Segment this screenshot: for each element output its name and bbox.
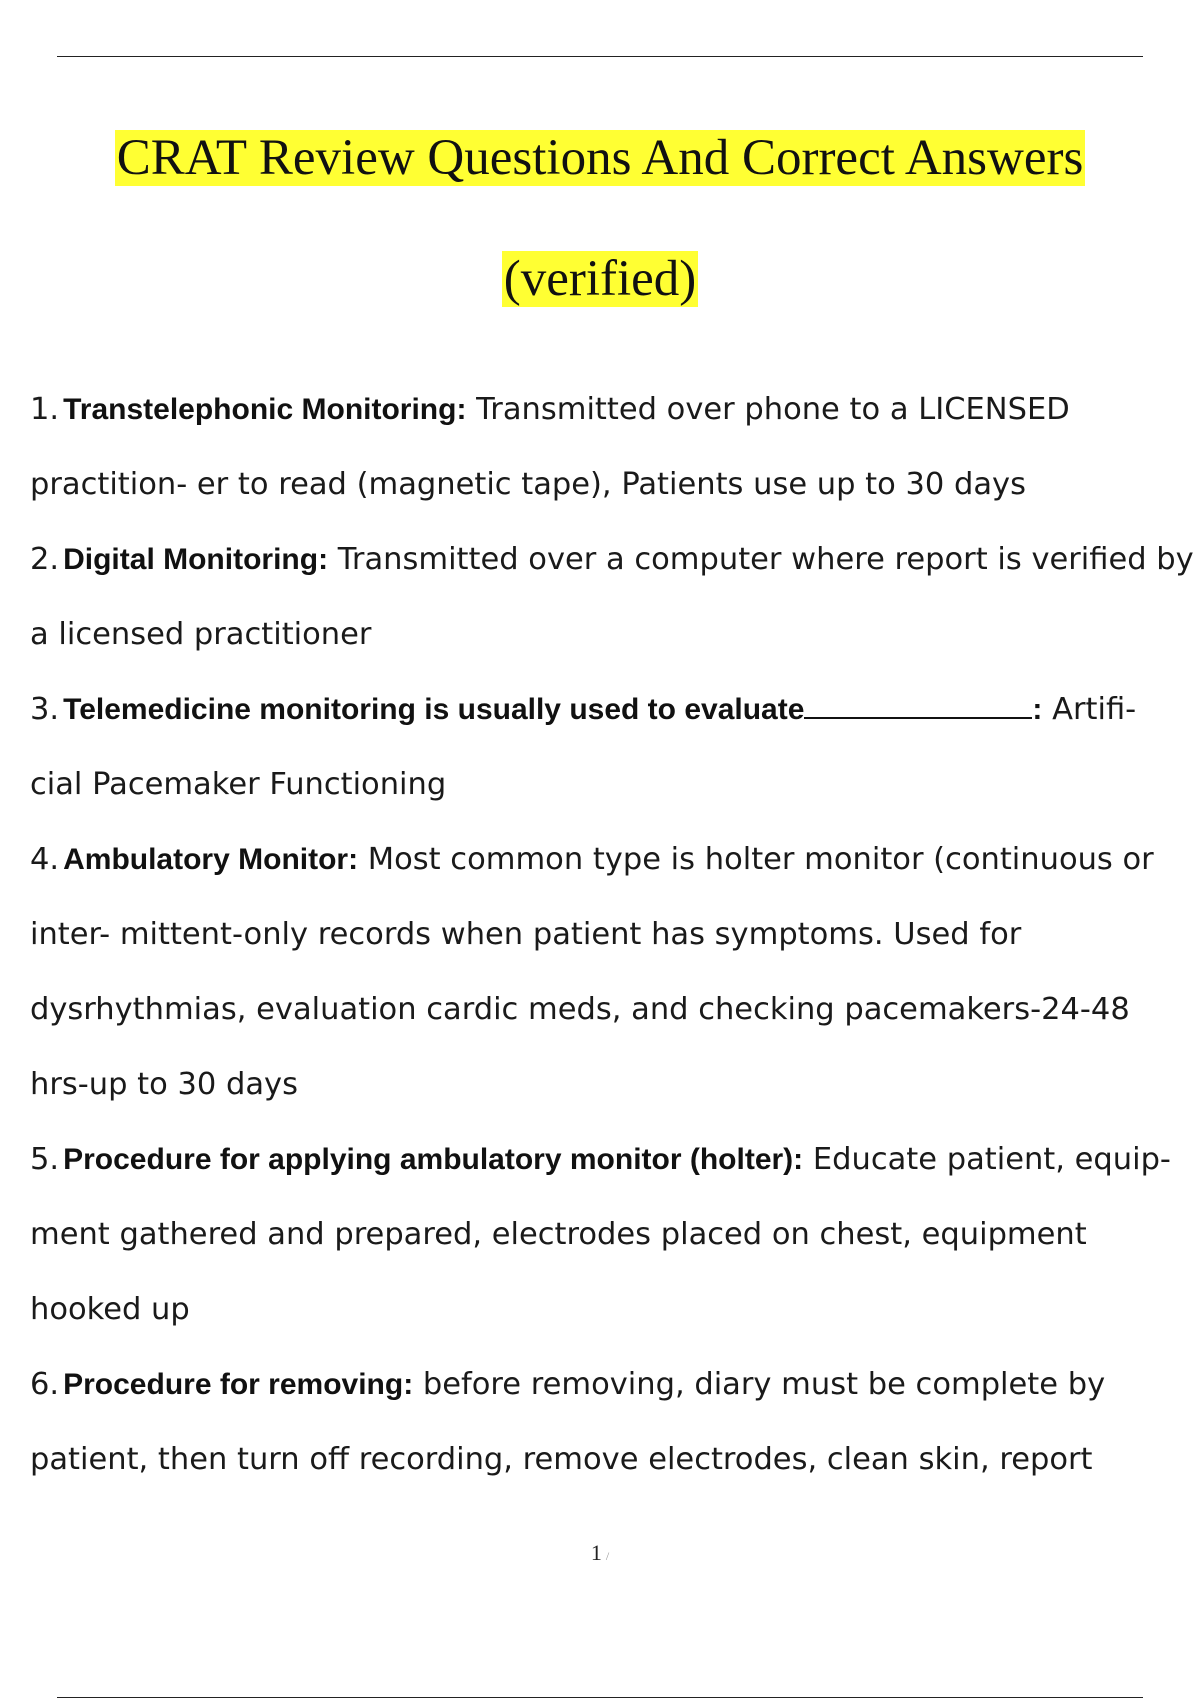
question-item-4 — [30, 822, 1195, 1122]
document-subtitle — [0, 249, 1200, 309]
question-number: 6. — [30, 1367, 60, 1402]
question-item-3 — [30, 672, 1195, 822]
question-item-2 — [30, 522, 1195, 672]
title-line-2: (verified) — [503, 251, 697, 307]
question-term: Ambulatory Monitor: — [63, 843, 359, 876]
title-line-1: CRAT Review Questions And Correct Answers — [116, 130, 1084, 186]
question-number: 4. — [30, 842, 60, 877]
question-number: 3. — [30, 692, 60, 727]
page-number-value: 1 — [590, 1540, 602, 1565]
question-answer: Most common type is holter monitor (continuous or inter- mittent-only records when patient has symptoms. Used for dysrhythmias, evaluation cardic meds, and checking pacemakers-24-48 hrs-up to 30 days — [30, 842, 1154, 1102]
question-term: Telemedicine monitoring is usually used to evaluate — [63, 693, 805, 726]
page-number — [0, 1540, 1200, 1566]
page-number-separator: / — [605, 1549, 610, 1563]
question-answer: Artifi- cial Pacemaker Functioning — [30, 692, 1137, 802]
question-number: 5. — [30, 1142, 60, 1177]
question-term: Procedure for applying ambulatory monitor (holter): — [63, 1143, 804, 1176]
question-term: Procedure for removing: — [63, 1368, 414, 1401]
question-number: 1. — [30, 392, 60, 427]
question-item-1 — [30, 372, 1195, 522]
question-item-6 — [30, 1347, 1195, 1497]
question-term: Digital Monitoring: — [63, 543, 329, 576]
question-answer: Transmitted over phone to a LICENSED practition- er to read (magnetic tape), Patients use up to 30 days — [30, 392, 1070, 502]
fill-in-blank-line — [804, 697, 1032, 719]
question-term: Transtelephonic Monitoring: — [63, 393, 467, 426]
question-answer: before removing, diary must be complete by patient, then turn off recording, remove electrodes, clean skin, report — [30, 1367, 1106, 1477]
question-term-suffix: : — [1032, 693, 1043, 726]
top-rule — [57, 56, 1143, 57]
document-title — [0, 128, 1200, 188]
bottom-rule — [57, 1697, 1143, 1698]
question-answer: Educate patient, equip- ment gathered and prepared, electrodes placed on chest, equipment hooked up — [30, 1142, 1171, 1327]
question-item-5 — [30, 1122, 1195, 1347]
question-answer: Transmitted over a computer where report is verified by a licensed practitioner — [30, 542, 1194, 652]
question-number: 2. — [30, 542, 60, 577]
question-list — [30, 372, 1195, 1497]
